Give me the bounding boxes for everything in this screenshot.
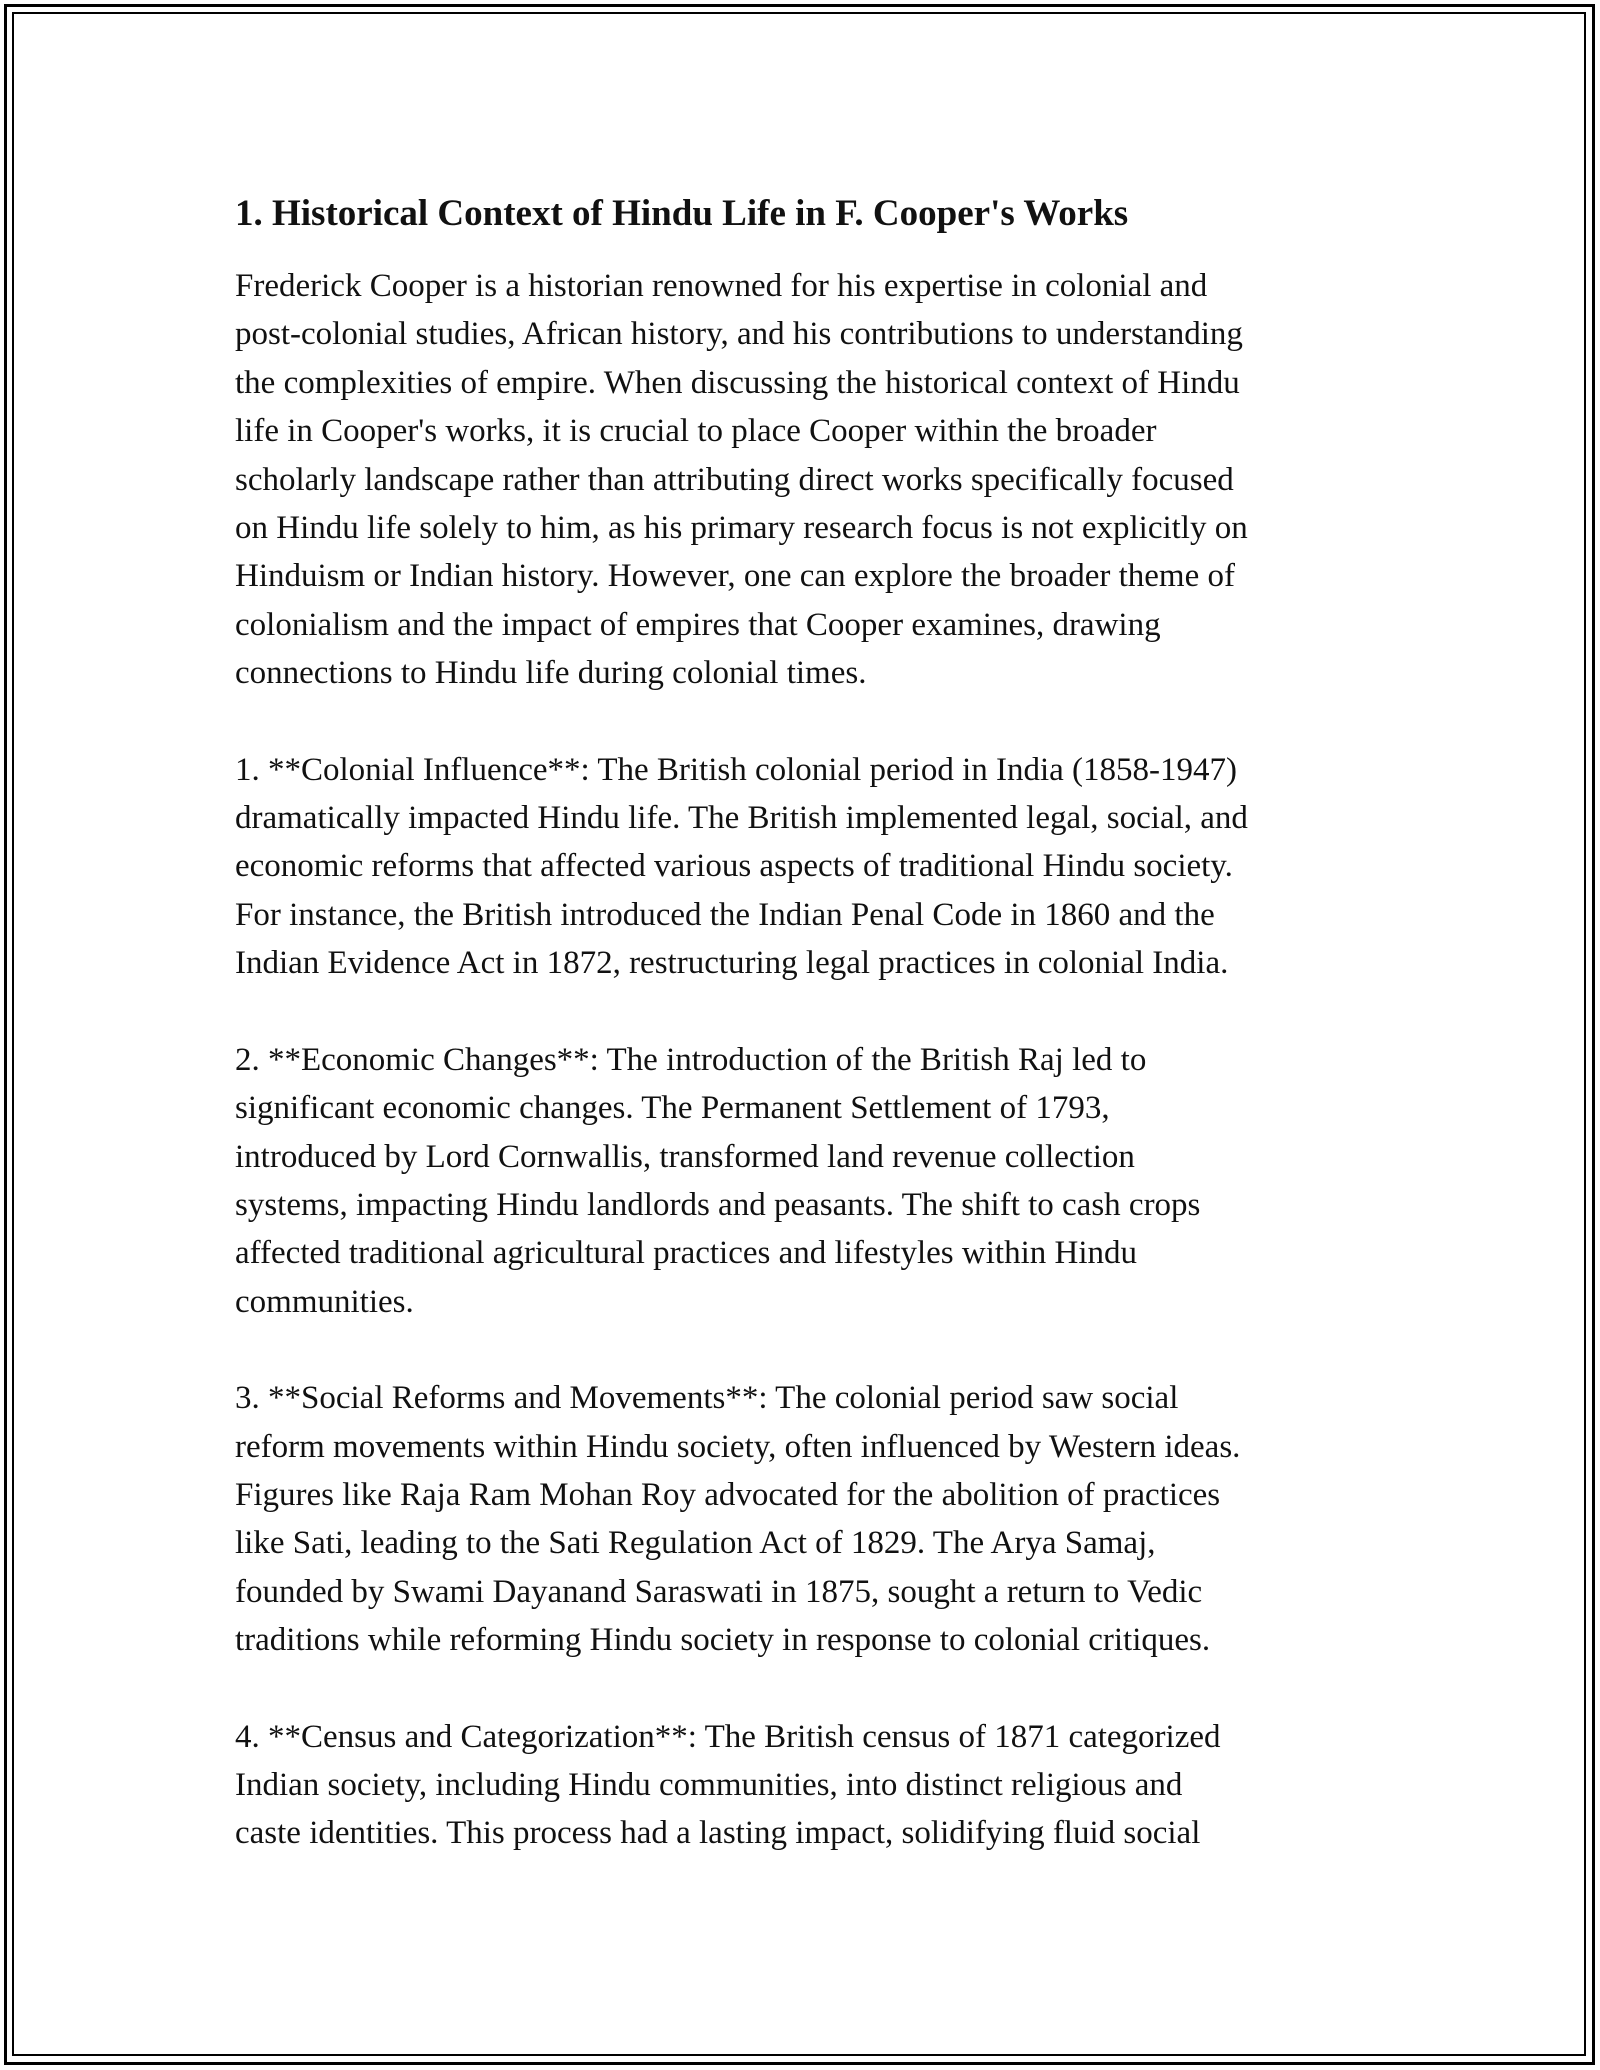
paragraph-line: economic reforms that affected various aspects of traditional Hindu society. [235,848,1233,885]
paragraph-line: life in Cooper's works, it is crucial to place Cooper within the broader [235,413,1157,450]
document-body [235,186,1385,1906]
paragraph-line: communities. [235,1283,414,1320]
paragraph-line: caste identities. This process had a lasting impact, solidifying fluid social [235,1815,1201,1852]
colonial-influence-paragraph [235,746,1385,988]
paragraph-line: the complexities of empire. When discussing the historical context of Hindu [235,364,1240,401]
paragraph-line: introduced by Lord Cornwallis, transformed land revenue collection [235,1138,1135,1175]
paragraph-line: affected traditional agricultural practices and lifestyles within Hindu [235,1235,1137,1272]
paragraph-line: Hinduism or Indian history. However, one can explore the broader theme of [235,558,1235,595]
paragraph-line: traditions while reforming Hindu society in response to colonial critiques. [235,1622,1211,1659]
paragraph-line: Frederick Cooper is a historian renowned for his expertise in colonial and [235,268,1208,304]
intro-paragraph [235,262,1385,698]
economic-changes-paragraph [235,1036,1385,1326]
paragraph-line: systems, impacting Hindu landlords and peasants. The shift to cash crops [235,1186,1201,1223]
paragraph-line: reform movements within Hindu society, often influenced by Western ideas. [235,1428,1241,1465]
paragraph-line: 3. **Social Reforms and Movements**: The colonial period saw social [235,1380,1179,1417]
paragraph-line: Indian Evidence Act in 1872, restructuring legal practices in colonial India. [235,945,1229,982]
paragraph-line: 4. **Census and Categorization**: The British census of 1871 categorized [235,1718,1221,1755]
census-paragraph [235,1713,1385,1858]
paragraph-line: post-colonial studies, African history, and his contributions to understanding [235,316,1243,353]
paragraph-line: colonialism and the impact of empires that Cooper examines, drawing [235,606,1161,643]
paragraph-line: like Sati, leading to the Sati Regulation Act of 1829. The Arya Samaj, [235,1525,1156,1562]
paragraph-line: Figures like Raja Ram Mohan Roy advocated for the abolition of practices [235,1476,1221,1513]
paragraph-line: dramatically impacted Hindu life. The British implemented legal, social, and [235,800,1248,837]
paragraph-line: 2. **Economic Changes**: The introduction of the British Raj led to [235,1041,1147,1078]
paragraph-line: 1. **Colonial Influence**: The British colonial period in India (1858-1947) [235,751,1238,788]
paragraph-line: For instance, the British introduced the Indian Penal Code in 1860 and the [235,896,1215,933]
paragraph-line: scholarly landscape rather than attributing direct works specifically focused [235,461,1234,498]
social-reforms-paragraph [235,1374,1385,1664]
section-heading: 1. Historical Context of Hindu Life in F. Cooper's Works [235,193,1129,234]
paragraph-line: founded by Swami Dayanand Saraswati in 1875, sought a return to Vedic [235,1573,1203,1610]
paragraph-line: connections to Hindu life during colonial times. [235,655,867,692]
paragraph-line: on Hindu life solely to him, as his primary research focus is not explicitly on [235,510,1248,547]
paragraph-line: Indian society, including Hindu communities, into distinct religious and [235,1766,1183,1803]
paragraph-line: significant economic changes. The Permanent Settlement of 1793, [235,1090,1110,1127]
